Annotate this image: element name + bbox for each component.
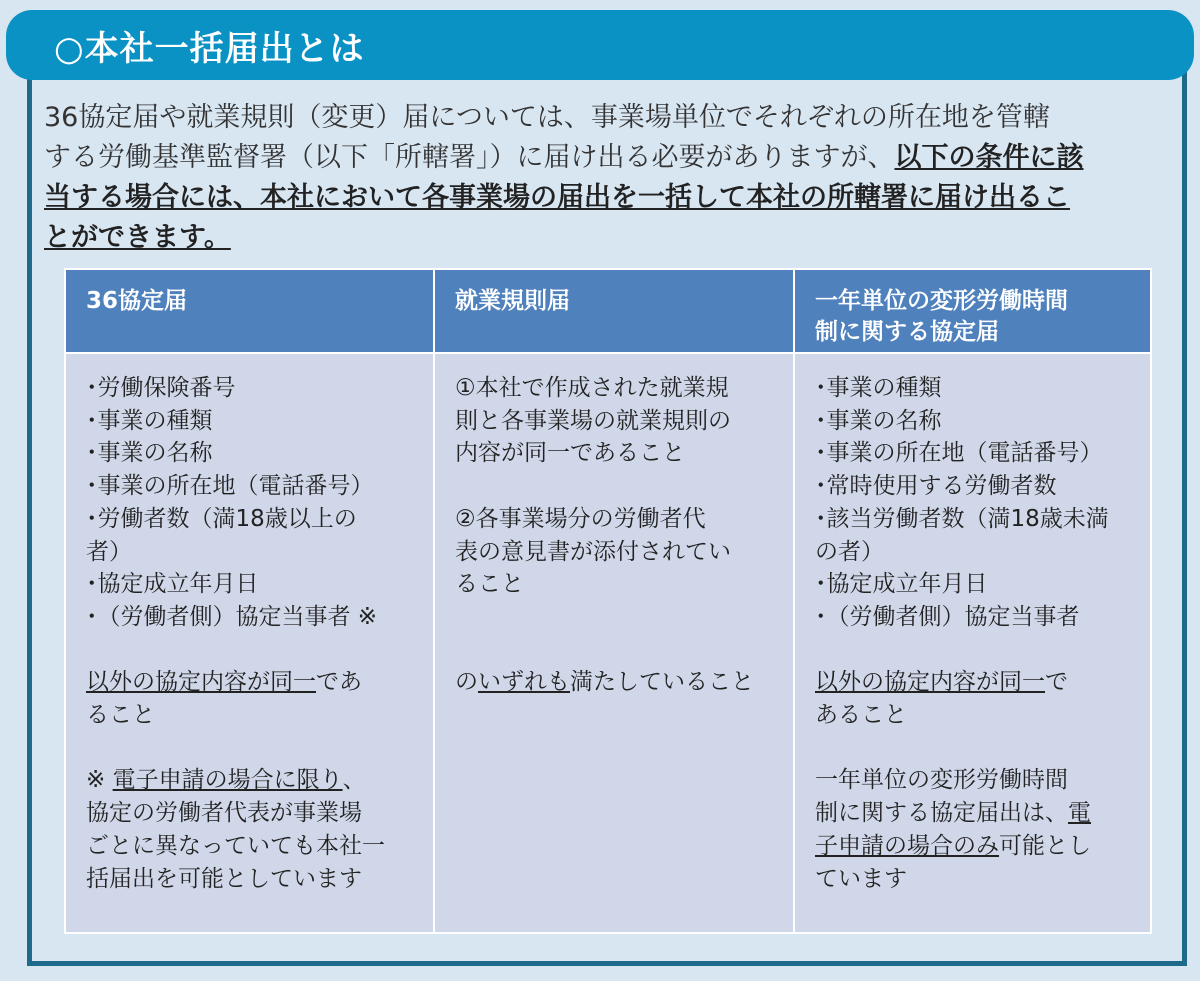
condition-rest: で (1045, 669, 1068, 696)
closing-post: 満たしていること (570, 669, 754, 696)
intro-text: する労働基準監督署（以下「所轄署」）に届け出る必要がありますが、 (44, 142, 895, 173)
intro-emphasis: 以下の条件に該 (894, 142, 1084, 173)
intro-emphasis: 当する場合には、本社において各事業場の届出を一括して本社の所轄署に届け出るこ (44, 182, 1070, 213)
page-title: ○本社一括届出とは (54, 28, 365, 69)
condition-item: ①本社で作成された就業規 (455, 375, 729, 401)
note-underlined: 電 (1068, 800, 1091, 827)
condition-item: 表の意見書が添付されてい (455, 538, 731, 565)
note-text: 協定の労働者代表が事業場 (86, 800, 362, 827)
closing-pre: の (455, 669, 478, 696)
note-underlined: 子申請の場合のみ (815, 832, 999, 859)
list-item: ･事業の名称 (86, 440, 213, 467)
condition-text (86, 666, 413, 699)
closing-text (455, 666, 773, 699)
condition-item: 内容が同一であること (455, 440, 685, 467)
list-item: ･事業の所在地（電話番号） (815, 440, 1103, 467)
note-text (815, 797, 1130, 830)
list-item: ･協定成立年月日 (815, 571, 988, 598)
list-item: ･事業の名称 (815, 407, 942, 434)
header-label: 制に関する協定届 (815, 319, 999, 345)
header-label: 一年単位の変形労働時間 (815, 288, 1068, 314)
note-post: 可能とし (999, 832, 1091, 859)
header-variable-hours (794, 269, 1151, 353)
conditions-table (64, 268, 1152, 934)
condition-text: あること (815, 702, 907, 729)
condition-item: ること (455, 571, 524, 598)
note-mark: ※ (86, 767, 113, 794)
list-item: ･労働保険番号 (86, 375, 236, 401)
list-item: ･（労働者側）協定当事者 ※ (86, 603, 378, 630)
condition-rest: であ (316, 669, 362, 696)
list-item: ･常時使用する労働者数 (815, 473, 1057, 500)
header-label: 36協定届 (86, 288, 188, 314)
list-item: 者） (86, 538, 132, 565)
header-36-agreement (65, 269, 434, 353)
note-text: 括届出を可能としています (86, 865, 362, 892)
list-item: ･該当労働者数（満18歳未満 (815, 505, 1109, 532)
cell-variable-hours (794, 353, 1151, 933)
intro-line (44, 138, 1164, 178)
note-rest: 、 (342, 767, 366, 794)
table-header-row (65, 269, 1151, 353)
list-item: ･事業の種類 (815, 375, 942, 401)
note-underlined: 電子申請の場合に限り (112, 767, 343, 794)
note-text: 一年単位の変形労働時間 (815, 767, 1068, 794)
condition-underlined: 以外の協定内容が同一 (86, 669, 316, 696)
closing-underlined: いずれも (478, 669, 570, 696)
title-bar (6, 10, 1194, 80)
condition-underlined: 以外の協定内容が同一 (815, 669, 1045, 696)
cell-work-rules (434, 353, 794, 933)
list-item: ･事業の所在地（電話番号） (86, 473, 374, 500)
list-item: ･協定成立年月日 (86, 571, 259, 598)
table-row (65, 353, 1151, 933)
intro-paragraph (44, 98, 1164, 258)
condition-text (815, 666, 1130, 699)
header-label: 就業規則届 (455, 288, 570, 314)
intro-line: 36協定届や就業規則（変更）届については、事業場単位でそれぞれの所在地を管轄 (44, 102, 1050, 133)
list-item: ･（労働者側）協定当事者 (815, 603, 1080, 630)
note-text (815, 830, 1130, 863)
note-pre: 制に関する協定届出は、 (815, 800, 1068, 827)
cell-36-agreement (65, 353, 434, 933)
list-item: ･事業の種類 (86, 407, 213, 434)
list-item: の者） (815, 538, 884, 565)
header-work-rules (434, 269, 794, 353)
condition-text: ること (86, 702, 155, 729)
note-text (86, 764, 413, 797)
list-item: ･労働者数（満18歳以上の (86, 505, 357, 532)
note-text: ています (815, 865, 907, 892)
intro-emphasis: とができます。 (44, 222, 231, 253)
note-text: ごとに異なっていても本社一 (86, 832, 385, 859)
condition-item: 則と各事業場の就業規則の (455, 407, 731, 434)
condition-item: ②各事業場分の労働者代 (455, 505, 706, 532)
